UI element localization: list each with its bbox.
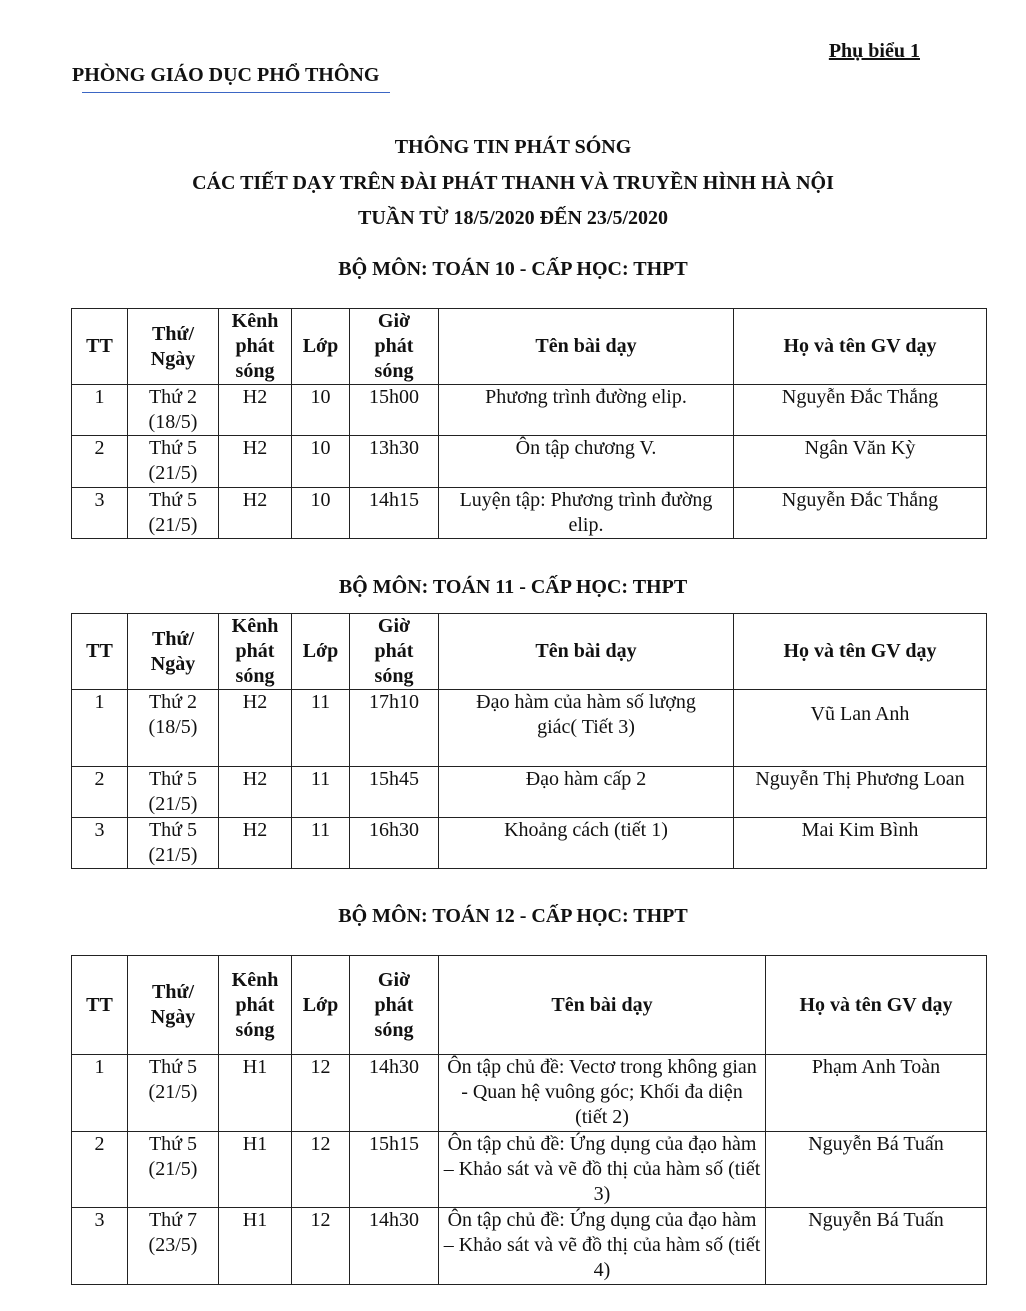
cell-teacher: Nguyễn Bá Tuấn <box>766 1132 987 1208</box>
cell-class: 10 <box>292 385 350 436</box>
cell-lesson: Ôn tập chủ đề: Vectơ trong không gian - Quan hệ vuông góc; Khối đa diện (tiết 2) <box>439 1055 766 1132</box>
col-header-time: Giờ phát sóng <box>350 614 439 690</box>
cell-tt: 2 <box>72 767 128 818</box>
cell-channel: H2 <box>219 385 292 436</box>
cell-channel: H1 <box>219 1132 292 1208</box>
table-row <box>72 1055 987 1132</box>
col-header-tt: TT <box>72 956 128 1055</box>
cell-channel: H2 <box>219 767 292 818</box>
cell-time: 14h15 <box>350 488 439 539</box>
cell-time: 15h45 <box>350 767 439 818</box>
col-header-tt: TT <box>72 309 128 385</box>
cell-teacher: Nguyễn Đắc Thắng <box>734 488 987 539</box>
cell-channel: H2 <box>219 488 292 539</box>
cell-day: Thứ 5 (21/5) <box>128 1055 219 1132</box>
cell-lesson: Đạo hàm cấp 2 <box>439 767 734 818</box>
section-heading-math-12: BỘ MÔN: TOÁN 12 - CẤP HỌC: THPT <box>338 905 688 927</box>
cell-time: 14h30 <box>350 1055 439 1132</box>
table-header-row <box>72 309 987 385</box>
table-header-row <box>72 956 987 1055</box>
cell-channel: H1 <box>219 1055 292 1132</box>
cell-day: Thứ 5 (21/5) <box>128 488 219 539</box>
col-header-class: Lớp <box>292 614 350 690</box>
cell-lesson: Phương trình đường elip. <box>439 385 734 436</box>
cell-class: 11 <box>292 767 350 818</box>
cell-lesson: Khoảng cách (tiết 1) <box>439 818 734 869</box>
cell-lesson: Luyện tập: Phương trình đường elip. <box>439 488 734 539</box>
cell-tt: 3 <box>72 488 128 539</box>
cell-class: 10 <box>292 488 350 539</box>
table-row <box>72 818 987 869</box>
cell-teacher: Vũ Lan Anh <box>734 690 987 767</box>
cell-channel: H1 <box>219 1208 292 1285</box>
col-header-teacher: Họ và tên GV dạy <box>734 309 987 385</box>
cell-day: Thứ 5 (21/5) <box>128 818 219 869</box>
col-header-day: Thứ/ Ngày <box>128 614 219 690</box>
cell-tt: 2 <box>72 436 128 488</box>
cell-lesson: Đạo hàm của hàm số lượng giác( Tiết 3) <box>439 690 734 767</box>
cell-day: Thứ 5 (21/5) <box>128 1132 219 1208</box>
cell-day: Thứ 5 (21/5) <box>128 767 219 818</box>
schedule-table-math-12 <box>71 955 987 1285</box>
cell-time: 15h15 <box>350 1132 439 1208</box>
title-line-2: CÁC TIẾT DẠY TRÊN ĐÀI PHÁT THANH VÀ TRUYỀN HÌNH HÀ NỘI <box>192 172 834 194</box>
cell-class: 11 <box>292 690 350 767</box>
cell-class: 12 <box>292 1132 350 1208</box>
col-header-teacher: Họ và tên GV dạy <box>766 956 987 1055</box>
col-header-channel: Kênh phát sóng <box>219 309 292 385</box>
cell-class: 10 <box>292 436 350 488</box>
col-header-teacher: Họ và tên GV dạy <box>734 614 987 690</box>
col-header-time: Giờ phát sóng <box>350 956 439 1055</box>
cell-tt: 1 <box>72 690 128 767</box>
cell-time: 16h30 <box>350 818 439 869</box>
title-line-1: THÔNG TIN PHÁT SÓNG <box>394 136 632 158</box>
table-row <box>72 767 987 818</box>
table-row <box>72 690 987 767</box>
department-name: PHÒNG GIÁO DỤC PHỔ THÔNG <box>72 64 380 86</box>
appendix-label: Phụ biểu 1 <box>828 40 920 62</box>
cell-class: 11 <box>292 818 350 869</box>
col-header-time: Giờ phát sóng <box>350 309 439 385</box>
col-header-day: Thứ/ Ngày <box>128 309 219 385</box>
cell-channel: H2 <box>219 818 292 869</box>
table-header-row <box>72 614 987 690</box>
department-underline <box>82 92 390 93</box>
schedule-table-math-10 <box>71 308 987 539</box>
cell-tt: 3 <box>72 1208 128 1285</box>
cell-tt: 2 <box>72 1132 128 1208</box>
cell-teacher: Ngân Văn Kỳ <box>734 436 987 488</box>
cell-lesson: Ôn tập chương V. <box>439 436 734 488</box>
cell-time: 17h10 <box>350 690 439 767</box>
cell-lesson: Ôn tập chủ đề: Ứng dụng của đạo hàm – Khảo sát và vẽ đồ thị của hàm số (tiết 4) <box>439 1208 766 1285</box>
cell-teacher: Nguyễn Thị Phương Loan <box>734 767 987 818</box>
col-header-class: Lớp <box>292 956 350 1055</box>
cell-time: 14h30 <box>350 1208 439 1285</box>
cell-teacher: Nguyễn Đắc Thắng <box>734 385 987 436</box>
col-header-day: Thứ/ Ngày <box>128 956 219 1055</box>
schedule-table-math-11 <box>71 613 987 869</box>
cell-tt: 3 <box>72 818 128 869</box>
col-header-channel: Kênh phát sóng <box>219 956 292 1055</box>
cell-time: 15h00 <box>350 385 439 436</box>
cell-channel: H2 <box>219 436 292 488</box>
cell-class: 12 <box>292 1055 350 1132</box>
table-row <box>72 385 987 436</box>
table-row <box>72 488 987 539</box>
title-line-3: TUẦN TỪ 18/5/2020 ĐẾN 23/5/2020 <box>357 207 669 229</box>
cell-tt: 1 <box>72 385 128 436</box>
cell-tt: 1 <box>72 1055 128 1132</box>
cell-class: 12 <box>292 1208 350 1285</box>
table-row <box>72 1132 987 1208</box>
cell-teacher: Mai Kim Bình <box>734 818 987 869</box>
col-header-lesson: Tên bài dạy <box>439 956 766 1055</box>
cell-day: Thứ 7 (23/5) <box>128 1208 219 1285</box>
table-row <box>72 436 987 488</box>
cell-teacher: Phạm Anh Toàn <box>766 1055 987 1132</box>
cell-teacher: Nguyễn Bá Tuấn <box>766 1208 987 1285</box>
section-heading-math-10: BỘ MÔN: TOÁN 10 - CẤP HỌC: THPT <box>338 258 688 280</box>
col-header-lesson: Tên bài dạy <box>439 309 734 385</box>
cell-day: Thứ 2 (18/5) <box>128 690 219 767</box>
col-header-class: Lớp <box>292 309 350 385</box>
col-header-tt: TT <box>72 614 128 690</box>
col-header-channel: Kênh phát sóng <box>219 614 292 690</box>
cell-day: Thứ 2 (18/5) <box>128 385 219 436</box>
cell-day: Thứ 5 (21/5) <box>128 436 219 488</box>
section-heading-math-11: BỘ MÔN: TOÁN 11 - CẤP HỌC: THPT <box>338 576 688 598</box>
cell-time: 13h30 <box>350 436 439 488</box>
col-header-lesson: Tên bài dạy <box>439 614 734 690</box>
cell-lesson: Ôn tập chủ đề: Ứng dụng của đạo hàm – Khảo sát và vẽ đồ thị của hàm số (tiết 3) <box>439 1132 766 1208</box>
table-row <box>72 1208 987 1285</box>
cell-channel: H2 <box>219 690 292 767</box>
